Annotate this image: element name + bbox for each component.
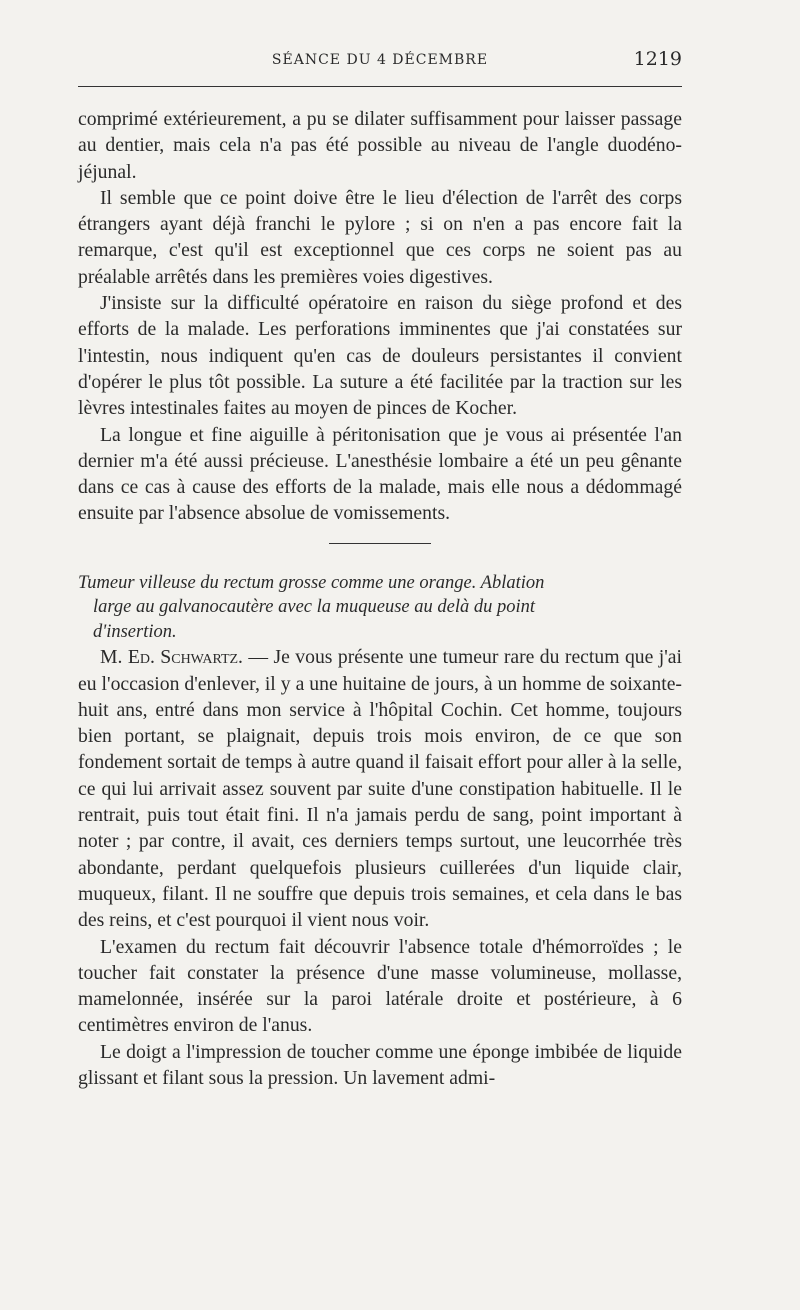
paragraph: L'examen du rectum fait découvrir l'absence totale d'hémorroïdes ; le toucher fait constater la présence d'une masse volumineuse, mollasse, mamelonnée, insérée sur la paroi latérale droite et postérieure, à 6 centimètres environ de l'anus. bbox=[78, 935, 682, 1037]
running-title: SÉANCE DU 4 DÉCEMBRE bbox=[271, 52, 489, 68]
section-title-line: large au galvanocautère avec la muqueuse au delà du point bbox=[93, 597, 536, 618]
page-number: 1219 bbox=[633, 48, 682, 70]
speaker-text: — Je vous présente une tumeur rare du rectum que j'ai eu l'occasion d'enlever, il y a une huitaine de jours, à un homme de soixante-huit ans, entré dans mon service à l'hôpital Cochin. Cet homme, toujours bien portant, se plaignait, depuis trois mois environ, de ce que son fondement sortait de temps à autre quand il faisait effort pour aller à la selle, ce qui lui arrivait assez souvent par suite d'une constipation habituelle. Il le rentrait, puis tout était fini. Il n'a jamais perdu de sang, point important à noter ; par contre, il avait, ces derniers temps surtout, une leucorrhée très abondante, perdant quelquefois plusieurs cuillerées d'un liquide clair, muqueux, filant. Il ne souffre que depuis trois semaines, et cela dans le bas des reins, et c'est pourquoi il vient nous voir. bbox=[78, 646, 682, 932]
speaker-name: M. Ed. Schwartz. bbox=[100, 646, 243, 669]
speaker-paragraph bbox=[78, 644, 682, 933]
section-title bbox=[78, 571, 682, 645]
header-rule bbox=[78, 86, 682, 87]
paragraph: Il semble que ce point doive être le lieu d'élection de l'arrêt des corps étrangers ayant déjà franchi le pylore ; si on n'en a pas encore fait la remarque, c'est qu'il est exceptionnel que ces corps ne soient pas au préalable arrêtés dans les premières voies digestives. bbox=[78, 186, 682, 288]
paragraph: Le doigt a l'impression de toucher comme une éponge imbibée de liquide glissant et filant sous la pression. Un lavement admi- bbox=[78, 1040, 682, 1089]
paragraph: La longue et fine aiguille à péritonisation que je vous ai présentée l'an dernier m'a été aussi précieuse. L'anesthésie lombaire a été un peu gênante dans ce cas à cause des efforts de la malade, mais elle nous a dédommagé ensuite par l'absence absolue de vomissements. bbox=[78, 423, 682, 525]
section-divider bbox=[329, 543, 431, 544]
paragraph: J'insiste sur la difficulté opératoire en raison du siège profond et des efforts de la malade. Les perforations imminentes que j'ai constatées sur l'intestin, nous indiquent qu'en cas de douleurs persistantes il convient d'opérer le plus tôt possible. La suture a été facilitée par la traction sur les lèvres intestinales faites au moyen de pinces de Kocher. bbox=[78, 292, 682, 420]
section-title-line: Tumeur villeuse du rectum grosse comme une orange. Ablation bbox=[78, 572, 545, 593]
page-header bbox=[78, 48, 682, 78]
paragraph-continued: comprimé extérieurement, a pu se dilater suffisamment pour laisser passage au dentier, mais cela n'a pas été possible au niveau de l'angle duodéno-jéjunal. bbox=[78, 108, 682, 183]
section-title-line: d'insertion. bbox=[93, 621, 177, 642]
page-body bbox=[78, 106, 682, 1091]
